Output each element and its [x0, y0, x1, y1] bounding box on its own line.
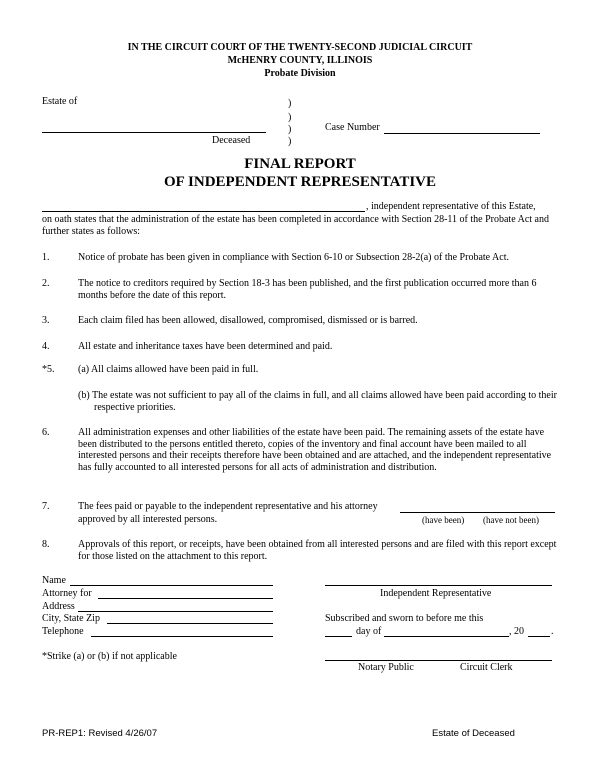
county-name: McHENRY COUNTY, ILLINOIS [227, 55, 373, 66]
deceased-label: Deceased [212, 135, 251, 146]
item-4-text: All estate and inheritance taxes have been determined and paid. [78, 341, 333, 352]
city-state-zip-label: City, State Zip [42, 613, 100, 624]
item-4-num: 4. [42, 341, 50, 352]
item-2-num: 2. [42, 278, 50, 289]
year-prefix: , 20 [509, 626, 524, 637]
day-of-label: day of [356, 626, 382, 637]
item-8-num: 8. [42, 539, 50, 550]
item-5-num: *5. [42, 364, 55, 375]
case-number-line[interactable] [384, 133, 540, 134]
notary-public-label: Notary Public [358, 662, 414, 673]
item-3-text: Each claim filed has been allowed, disallowed, compromised, dismissed or is barred. [78, 315, 418, 326]
have-been-option[interactable]: (have been) [422, 515, 465, 525]
city-state-zip-line[interactable] [107, 623, 273, 624]
item-3-num: 3. [42, 315, 50, 326]
caption-paren-1: ) [288, 98, 292, 109]
independent-rep-label: Independent Representative [380, 588, 492, 599]
address-label: Address [42, 601, 75, 612]
circuit-clerk-label: Circuit Clerk [460, 662, 513, 673]
item-8-text: Approvals of this report, or receipts, have been obtained from all interested persons and are filed with this report except for those listed on the attachment to this report. [78, 539, 557, 562]
footer-estate: Estate of Deceased [432, 728, 515, 739]
year-period: . [551, 626, 554, 637]
case-number-label: Case Number [325, 122, 380, 133]
item-1-text: Notice of probate has been given in compliance with Section 6-10 or Subsection 28-2(a) of the Probate Act. [78, 252, 509, 263]
item-7-line2: approved by all interested persons. [78, 514, 218, 525]
caption-paren-4: ) [288, 136, 292, 147]
item-1-num: 1. [42, 252, 50, 263]
court-name: IN THE CIRCUIT COURT OF THE TWENTY-SECOND JUDICIAL CIRCUIT [127, 42, 473, 53]
day-line[interactable] [325, 636, 352, 637]
caption-paren-3: ) [288, 124, 292, 135]
division-name: Probate Division [264, 68, 336, 79]
intro-after-blank: , independent representative of this Estate, [366, 201, 536, 212]
decedent-name-line[interactable] [42, 132, 266, 133]
telephone-label: Telephone [42, 626, 84, 637]
attorney-for-label: Attorney for [42, 588, 92, 599]
item-5b-text: (b) The estate was not sufficient to pay all of the claims in full, and all claims allowed have been paid according to their respective priorities. [78, 390, 557, 413]
year-line[interactable] [528, 636, 550, 637]
have-not-been-option[interactable]: (have not been) [483, 515, 539, 525]
item-7-text: The fees paid or payable to the independent representative and his attorney [78, 501, 378, 512]
notary-signature-line[interactable] [325, 660, 552, 661]
item-7-num: 7. [42, 501, 50, 512]
item-2-text: The notice to creditors required by Section 18-3 has been published, and the first publication occurred more than 6 months before the date of this report. [78, 278, 537, 301]
address-line[interactable] [78, 611, 273, 612]
intro-body: on oath states that the administration of the estate has been completed in accordance with Section 28-11 of the Probate Act and further states as follows: [42, 214, 549, 237]
form-revision: PR-REP1: Revised 4/26/07 [42, 728, 158, 739]
estate-of-label: Estate of [42, 96, 78, 107]
strike-note: *Strike (a) or (b) if not applicable [42, 651, 177, 662]
month-line[interactable] [384, 636, 509, 637]
representative-name-line[interactable] [42, 211, 365, 212]
name-line[interactable] [70, 585, 273, 586]
title-line-2: OF INDEPENDENT REPRESENTATIVE [164, 174, 436, 190]
item-6-text: All administration expenses and other liabilities of the estate have been paid. The remaining assets of the estate have been distributed to the persons entitled thereto, copies of the inventory and final account have been mailed to all interested persons and their receipts therefore have been obtained and are attached, and the independent representative has fully accounted to all interested persons for all acts of administration and distribution. [78, 427, 552, 473]
item-6-num: 6. [42, 427, 50, 438]
subscribed-label: Subscribed and sworn to before me this [325, 613, 484, 624]
fees-line[interactable] [400, 512, 555, 513]
representative-signature-line[interactable] [325, 585, 552, 586]
caption-paren-2: ) [288, 112, 292, 123]
title-line-1: FINAL REPORT [244, 156, 356, 172]
telephone-line[interactable] [91, 636, 273, 637]
name-label: Name [42, 575, 66, 586]
item-5a-text: (a) All claims allowed have been paid in full. [78, 364, 259, 375]
attorney-for-line[interactable] [98, 598, 273, 599]
